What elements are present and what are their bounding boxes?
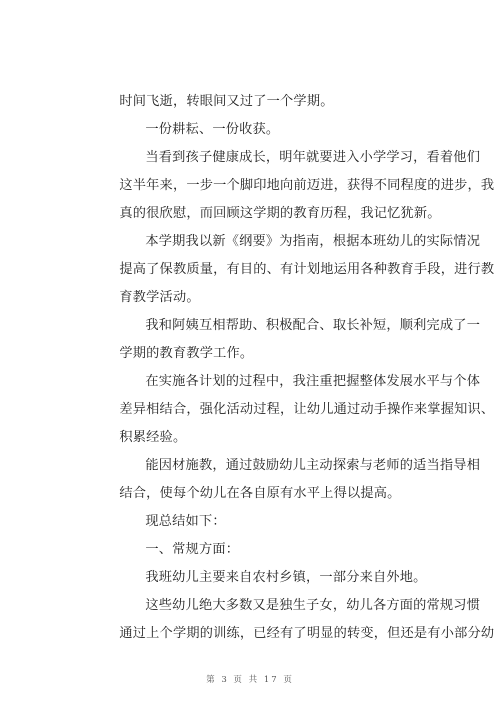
text-line: 这些幼儿绝大多数又是独生子女，幼儿各方面的常规习惯 [145, 598, 481, 613]
text-line: 结合，使每个幼儿在各自原有水平上得以提高。 [119, 486, 401, 501]
body-text [93, 88, 495, 648]
text-line: 通过上个学期的训练，已经有了明显的转变，但还是有小部分幼 [119, 626, 495, 641]
text-line: 当看到孩子健康成长，明年就要进入小学学习，看着他们 [145, 150, 481, 165]
text-line: 这半年来，一步一个脚印地向前迈进，获得不同程度的进步，我 [119, 178, 495, 193]
text-line: 我和阿姨互相帮助、积极配合、取长补短，顺利完成了一 [145, 318, 481, 333]
text-line: 本学期我以新《纲要》为指南，根据本班幼儿的实际情况 [145, 234, 481, 249]
text-line: 现总结如下： [145, 514, 226, 529]
text-line: 学期的教育教学工作。 [119, 346, 254, 361]
text-line: 在实施各计划的过程中，我注重把握整体发展水平与个体 [145, 374, 481, 389]
text-line: 我班幼儿主要来自农村乡镇，一部分来自外地。 [145, 570, 427, 585]
text-line: 一份耕耘、一份收获。 [145, 122, 280, 137]
text-line: 积累经验。 [119, 430, 187, 445]
document-body [93, 88, 495, 648]
text-line: 一、常规方面： [145, 542, 240, 557]
text-line: 时间飞逝，转眼间又过了一个学期。 [119, 94, 334, 109]
text-line: 育教学活动。 [119, 290, 200, 305]
text-line: 真的很欣慰，而回顾这学期的教育历程，我记忆犹新。 [119, 206, 441, 221]
page-number-footer: 第 3 页 共 17 页 [206, 675, 294, 685]
text-line: 提高了保教质量，有目的、有计划地运用各种教育手段，进行教 [119, 262, 495, 277]
text-line: 能因材施教，通过鼓励幼儿主动探索与老师的适当指导相 [145, 458, 481, 473]
text-line: 差异相结合，强化活动过程，让幼儿通过动手操作来掌握知识、 [119, 402, 495, 417]
